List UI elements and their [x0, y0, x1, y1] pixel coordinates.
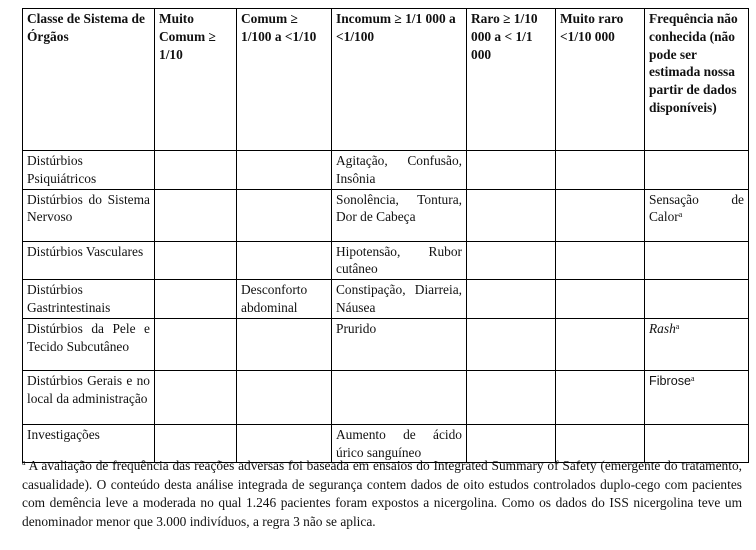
table-row — [23, 241, 749, 280]
footnote — [22, 457, 742, 531]
table-header-row — [23, 9, 749, 151]
header-rare: Raro ≥ 1/10 000 a < 1/1 000 — [467, 9, 556, 151]
footnote-ref: a — [675, 321, 680, 331]
cell-very-rare — [556, 280, 645, 319]
cell-organ: Distúrbios Gastrintestinais — [23, 280, 155, 319]
cell-common — [237, 151, 332, 190]
cell-rare — [467, 318, 556, 370]
cell-rare — [467, 280, 556, 319]
cell-organ: Distúrbios do Sistema Nervoso — [23, 189, 155, 241]
cell-very-rare — [556, 318, 645, 370]
cell-very-common — [155, 189, 237, 241]
cell-very-rare — [556, 151, 645, 190]
cell-text: Rash — [649, 320, 676, 336]
table-row — [23, 189, 749, 241]
cell-unknown — [645, 318, 749, 370]
cell-text: Fibrose — [649, 373, 691, 388]
cell-very-common — [155, 151, 237, 190]
header-very-common: Muito Comum ≥ 1/10 — [155, 9, 237, 151]
cell-organ: Investigações — [23, 424, 155, 463]
cell-uncommon: Hipotensão, Rubor cutâneo — [332, 241, 467, 280]
cell-very-common — [155, 280, 237, 319]
cell-common — [237, 370, 332, 424]
footnote-marker: a — [22, 458, 26, 467]
cell-uncommon: Agitação, Confusão, Insônia — [332, 151, 467, 190]
cell-rare — [467, 189, 556, 241]
table-row — [23, 280, 749, 319]
cell-rare — [467, 241, 556, 280]
header-common: Comum ≥ 1/100 a <1/10 — [237, 9, 332, 151]
cell-common — [237, 241, 332, 280]
cell-uncommon — [332, 370, 467, 424]
cell-common — [237, 318, 332, 370]
cell-rare — [467, 151, 556, 190]
cell-common — [237, 189, 332, 241]
cell-unknown — [645, 241, 749, 280]
header-organ-class: Classe de Sistema de Órgãos — [23, 9, 155, 151]
adverse-reactions-table — [22, 8, 749, 463]
footnote-ref: a — [678, 210, 683, 220]
cell-uncommon: Constipação, Diarreia, Náusea — [332, 280, 467, 319]
cell-unknown — [645, 189, 749, 241]
cell-very-common — [155, 241, 237, 280]
cell-very-common — [155, 370, 237, 424]
cell-uncommon: Aumento de ácido úrico sanguíneo — [332, 424, 467, 463]
cell-very-rare — [556, 189, 645, 241]
cell-common: Desconforto abdominal — [237, 280, 332, 319]
cell-rare — [467, 370, 556, 424]
cell-organ: Distúrbios Vasculares — [23, 241, 155, 280]
cell-very-rare — [556, 241, 645, 280]
cell-unknown — [645, 280, 749, 319]
cell-organ: Distúrbios Gerais e no local da administração — [23, 370, 155, 424]
cell-uncommon: Prurido — [332, 318, 467, 370]
cell-organ: Distúrbios Psiquiátricos — [23, 151, 155, 190]
header-very-rare: Muito raro <1/10 000 — [556, 9, 645, 151]
header-frequency-unknown: Frequência não conhecida (não pode ser estimada nossa partir de dados disponíveis) — [645, 9, 749, 151]
header-uncommon: Incomum ≥ 1/1 000 a <1/100 — [332, 9, 467, 151]
footnote-ref: a — [691, 373, 695, 383]
cell-very-rare — [556, 370, 645, 424]
cell-text: Sensação de Calor — [649, 191, 744, 225]
footnote-text: A avaliação de frequência das reações adversas foi baseada em ensaios do Integrated Summary of Safety (emergente do tratamento, casualidade). O conteúdo desta análise integrada de segurança contem dados de oito estudos controlados duplo-cego com pacientes com demência leve a moderada no qual 1.246 pacientes foram expostos a nicergolina. Como os dados do ISS nicergolina teve um denominador menor que 3.000 indivíduos, a regra 3 não se aplica. — [22, 458, 742, 529]
table-row — [23, 151, 749, 190]
cell-unknown — [645, 151, 749, 190]
table-row — [23, 370, 749, 424]
table-row — [23, 318, 749, 370]
cell-organ: Distúrbios da Pele e Tecido Subcutâneo — [23, 318, 155, 370]
cell-very-common — [155, 318, 237, 370]
cell-unknown — [645, 370, 749, 424]
cell-uncommon: Sonolência, Tontura, Dor de Cabeça — [332, 189, 467, 241]
